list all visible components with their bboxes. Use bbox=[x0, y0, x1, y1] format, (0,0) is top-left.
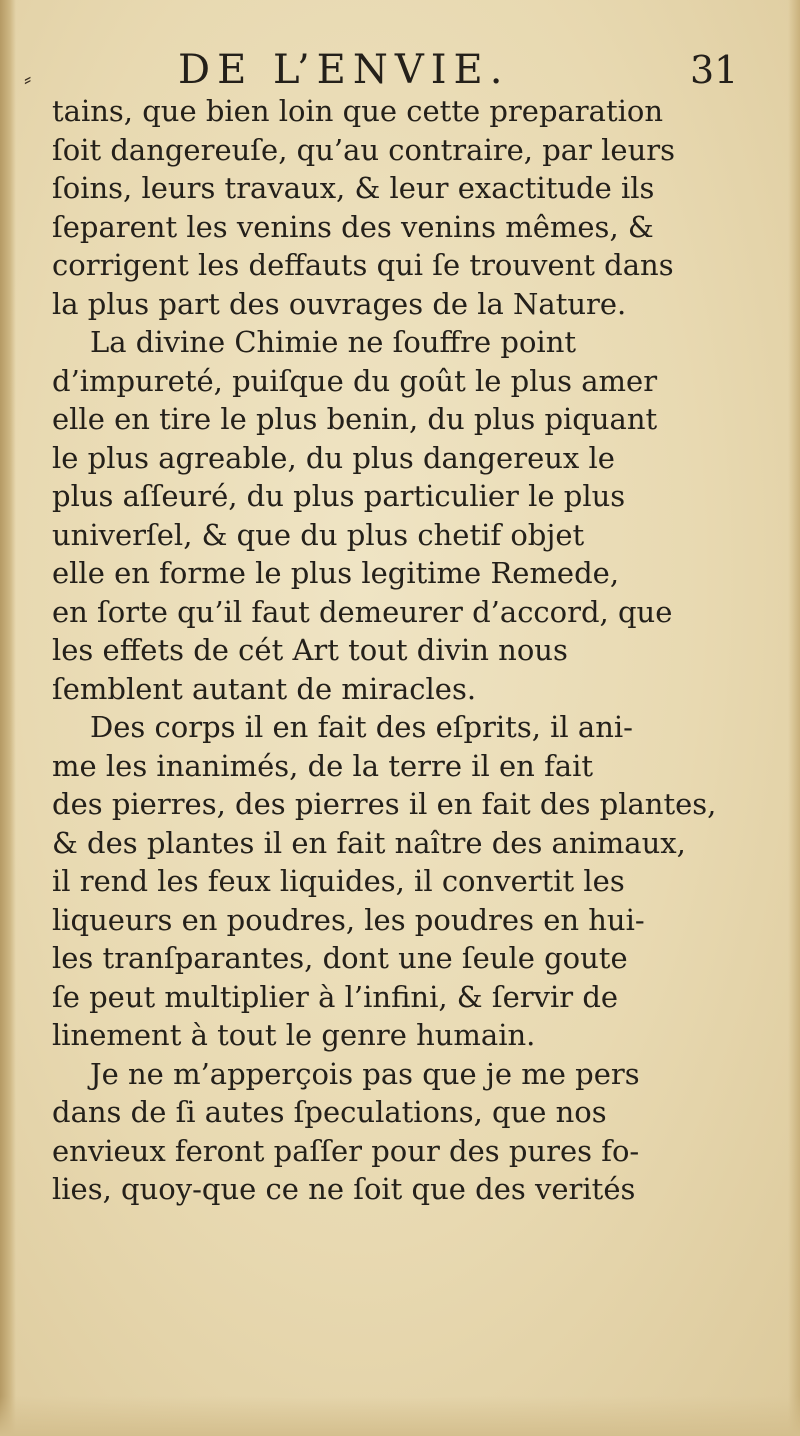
text-line: univerſel, & que du plus chetif objet bbox=[52, 517, 585, 552]
text-line: des pierres, des pierres il en fait des plantes, bbox=[52, 787, 717, 821]
text-line: elle en forme le plus legitime Remede, bbox=[52, 556, 620, 590]
text-line: dans de ſi autes ſpeculations, que nos bbox=[52, 1095, 607, 1129]
text-line: linement à tout le genre humain. bbox=[52, 1018, 536, 1052]
body-text bbox=[52, 92, 772, 1209]
text-line: envieux feront paſſer pour des pures fo- bbox=[52, 1133, 640, 1168]
text-line: ſe peut multiplier à l’infini, & ſervir de bbox=[52, 979, 619, 1014]
text-line: me les inanimés, de la terre il en fait bbox=[52, 748, 594, 783]
text-line: tains, que bien loin que cette preparation bbox=[52, 94, 664, 128]
page-edge-bottom bbox=[0, 1396, 800, 1436]
running-head: DE L’ENVIE. bbox=[178, 47, 510, 93]
text-line: plus aſſeuré, du plus particulier le plus bbox=[52, 479, 626, 513]
text-line: ſoit dangereuſe, qu’au contraire, par leurs bbox=[52, 132, 675, 167]
ink-mark: ⸗ bbox=[24, 67, 32, 92]
text-line: Je ne m’apperçois pas que je me pers bbox=[90, 1056, 640, 1091]
page-number: 31 bbox=[690, 48, 739, 92]
text-line: les effets de cét Art tout divin nous bbox=[52, 633, 568, 667]
text-line: d’impureté, puiſque du goût le plus amer bbox=[52, 363, 658, 398]
text-line: le plus agreable, du plus dangereux le bbox=[52, 440, 615, 475]
page-header bbox=[0, 42, 800, 98]
text-line: en ſorte qu’il faut demeurer d’accord, que bbox=[52, 594, 673, 629]
text-line: La divine Chimie ne ſouffre point bbox=[90, 325, 577, 359]
text-line: lies, quoy-que ce ne ſoit que des verités bbox=[52, 1172, 636, 1206]
text-line: la plus part des ouvrages de la Nature. bbox=[52, 286, 627, 321]
text-line: liqueurs en poudres, les poudres en hui- bbox=[52, 902, 645, 937]
page-edge-left bbox=[0, 0, 16, 1436]
text-line: Des corps il en fait des eſprits, il ani- bbox=[90, 710, 633, 744]
page-edge-right bbox=[788, 0, 800, 1436]
text-line: elle en tire le plus benin, du plus piquant bbox=[52, 402, 658, 436]
text-line: & des plantes il en fait naître des animaux, bbox=[52, 825, 686, 860]
text-line: ſoins, leurs travaux, & leur exactitude ils bbox=[52, 171, 655, 205]
text-line: ſeparent les venins des venins mêmes, & bbox=[52, 209, 654, 244]
text-line: les tranſparantes, dont une ſeule goute bbox=[52, 941, 628, 975]
text-line: corrigent les deffauts qui ſe trouvent dans bbox=[52, 248, 674, 282]
text-line: ſemblent autant de miracles. bbox=[52, 671, 477, 706]
text-line: il rend les feux liquides, il convertit les bbox=[52, 864, 625, 898]
